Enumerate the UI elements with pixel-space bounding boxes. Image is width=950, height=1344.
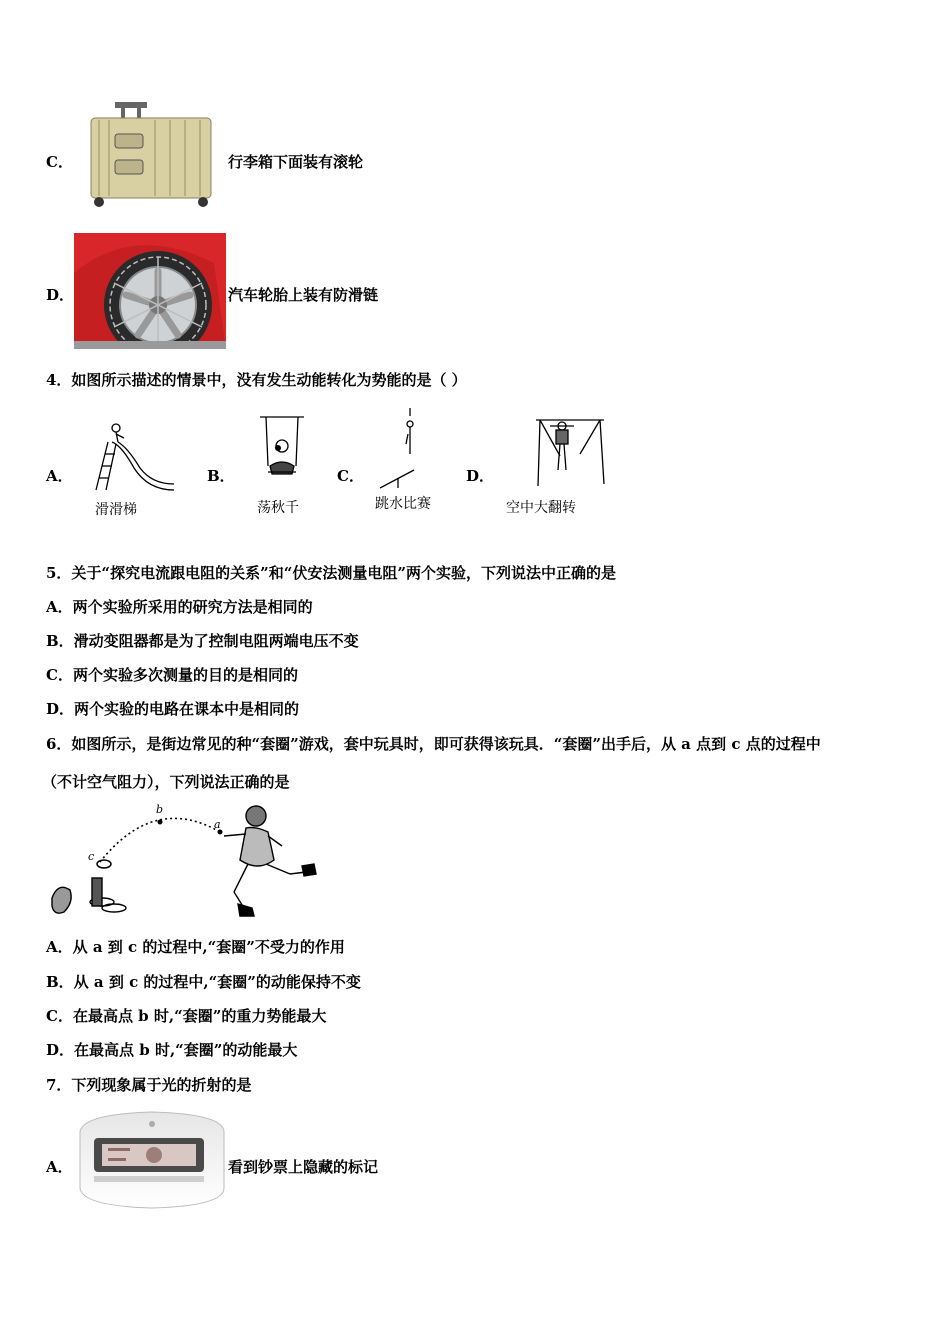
q5-option-c: C．两个实验多次测量的目的是相同的: [46, 666, 298, 684]
q7-option-a-text: 看到钞票上隐藏的标记: [228, 1158, 379, 1176]
ring-toss-label-b: b: [156, 803, 164, 816]
slide-figure: [82, 420, 176, 492]
q3-option-d-text: 汽车轮胎上装有防滑链: [228, 286, 379, 304]
q4-stem: 4．如图所示描述的情景中，没有发生动能转化为势能的是（ ）: [46, 371, 467, 389]
q4-caption-b: 荡秋千: [257, 500, 299, 516]
q4-caption-c: 跳水比赛: [375, 496, 431, 512]
q5-option-d: D．两个实验的电路在课本中是相同的: [46, 700, 300, 718]
suitcase-image: [85, 100, 217, 208]
q5-stem: 5．关于“探究电流跟电阻的关系”和“伏安法测量电阻”两个实验，下列说法中正确的是: [46, 564, 616, 582]
q6-option-b: B．从 a 到 c 的过程中,“套圈”的动能保持不变: [46, 973, 361, 991]
q4-caption-d: 空中大翻转: [506, 500, 576, 516]
q6-stem-line2: （不计空气阻力），下列说法正确的是: [42, 773, 290, 791]
swing-figure: [256, 414, 308, 490]
q4-caption-a: 滑滑梯: [95, 502, 137, 518]
q4-option-d-label: D．: [466, 467, 495, 485]
q7-stem: 7．下列现象属于光的折射的是: [46, 1076, 252, 1094]
q4-option-c-label: C．: [337, 467, 364, 485]
q3-option-c-label: C．: [46, 153, 73, 171]
q6-option-c: C．在最高点 b 时,“套圈”的重力势能最大: [46, 1007, 327, 1025]
money-detector-image: [74, 1108, 230, 1210]
q7-option-a-label: A．: [46, 1158, 73, 1176]
q4-option-b-label: B．: [207, 467, 235, 485]
diving-figure: [378, 406, 444, 490]
ring-toss-label-c: c: [88, 850, 95, 863]
ring-toss-label-a: a: [214, 818, 221, 831]
q3-option-d-label: D．: [46, 286, 75, 304]
q6-option-a: A．从 a 到 c 的过程中,“套圈”不受力的作用: [46, 938, 345, 956]
trampoline-flip-figure: [534, 414, 606, 492]
q6-stem-line1: 6．如图所示，是街边常见的种“套圈”游戏，套中玩具时，即可获得该玩具．“套圈”出手后，从 a 点到 c 点的过程中: [46, 735, 821, 753]
q4-option-a-label: A．: [46, 467, 73, 485]
q5-option-a: A．两个实验所采用的研究方法是相同的: [46, 598, 313, 616]
snow-chain-tire-image: [74, 233, 226, 349]
ring-toss-figure: [44, 800, 320, 922]
q6-option-d: D．在最高点 b 时,“套圈”的动能最大: [46, 1041, 298, 1059]
q3-option-c-text: 行李箱下面装有滚轮: [228, 153, 364, 171]
q5-option-b: B．滑动变阻器都是为了控制电阻两端电压不变: [46, 632, 359, 650]
